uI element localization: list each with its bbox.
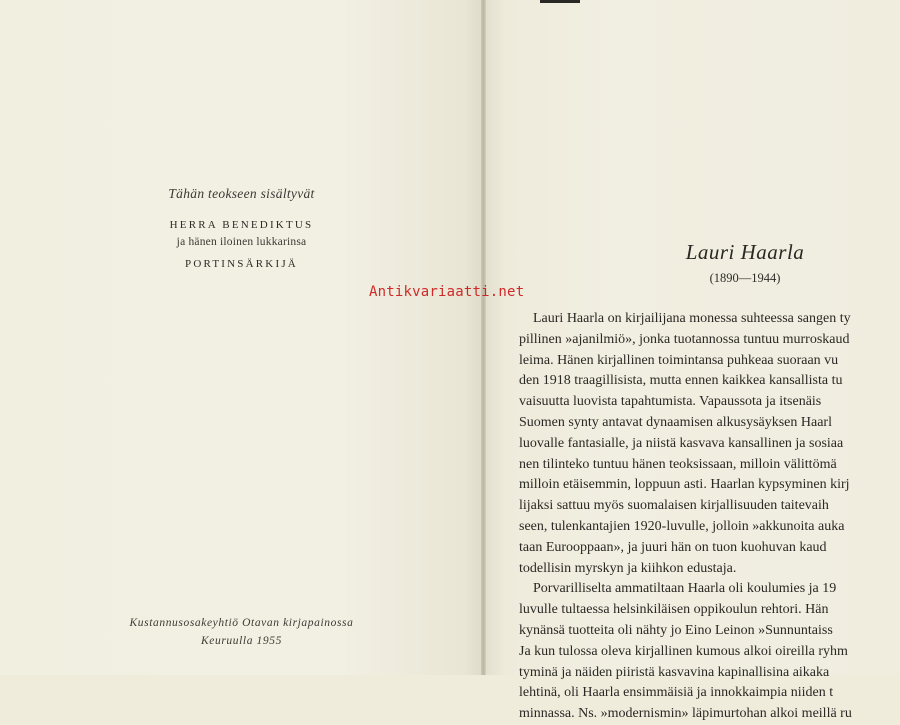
essay-line: Porvarilliselta ammatiltaan Haarla oli koulumies ja 19 [533,581,837,597]
work-title-herra-benediktus: HERRA BENEDIKTUS [169,219,314,231]
essay-line: Suomen synty antavat dynaamisen alkusysäyksen Haarl [519,414,832,430]
essay-line: milloin etäisemmin, loppuun asti. Haarlan kypsyminen kirj [519,477,850,493]
imprint-place-year: Keuruulla 1955 [201,635,282,647]
essay-line: kynänsä tuotteita oli nähty jo Eino Leinon »Sunnuntaiss [519,622,833,638]
essay-line: pillinen »ajanilmiö», jonka tuotannossa tuntuu murroskaud [519,331,850,347]
essay-line: Lauri Haarla on kirjailijana monessa suhteessa sangen ty [533,311,851,326]
imprint-publisher: Kustannusosakeyhtiö Otavan kirjapainossa [129,617,354,629]
left-page [0,0,483,675]
essay-line: vaisuutta luovista tapahtumista. Vapaussota ja itsenäis [519,394,822,410]
essay-line: todellisin myrskyn ja kiihkon edustaja. [519,560,737,576]
essay-line: tyminä ja näiden piiristä kasvavina kapinallisina aikaka [519,664,830,680]
essay-line: lehtinä, oli Haarla ensimmäisiä ja innokkaimpia niiden t [519,685,834,701]
essay-line: Ja kun tulossa oleva kirjallinen kumous alkoi oireilla ryhm [519,643,848,659]
contains-label: Tähän teokseen sisältyvät [168,186,315,201]
essay-line: den 1918 traagillisista, mutta ennen kaikkea kansallista tu [519,373,843,389]
top-edge-mark [540,0,580,3]
essay-line: seen, tulenkantajien 1920-luvulle, jolloin »akkunoita auka [519,518,845,534]
essay-title: Lauri Haarla [685,240,805,264]
essay-line: luovalle fantasialle, ja niistä kasvava kansallinen ja sosiaa [519,435,844,451]
essay-line: taan Eurooppaan», ja juuri hän on tuon kuohuvan kaud [519,539,827,555]
essay-line: lijaksi sattuu myös suomalaisen kirjallisuuden taitevaih [519,498,829,514]
watermark: Antikvariaatti.net [369,284,525,300]
work-subtitle: ja hänen iloinen lukkarinsa [176,236,307,248]
work-title-portinsarkija: PORTINSÄRKIJÄ [185,258,298,270]
essay-line: leima. Hänen kirjallinen toimintansa puhkeaa suoraan vu [519,352,839,368]
book-gutter [481,0,486,675]
essay-line: minnassa. Ns. »modernismin» läpimurtohan alkoi meillä ru [519,706,852,722]
essay-years: (1890—1944) [709,271,781,285]
essay-line: nen tilinteko tuntuu hänen teoksissaan, milloin välittömä [519,456,837,472]
essay-line: luvulle tultaessa helsinkiläisen oppikoulun rehtori. Hän [519,602,829,618]
essay-body [519,309,900,725]
